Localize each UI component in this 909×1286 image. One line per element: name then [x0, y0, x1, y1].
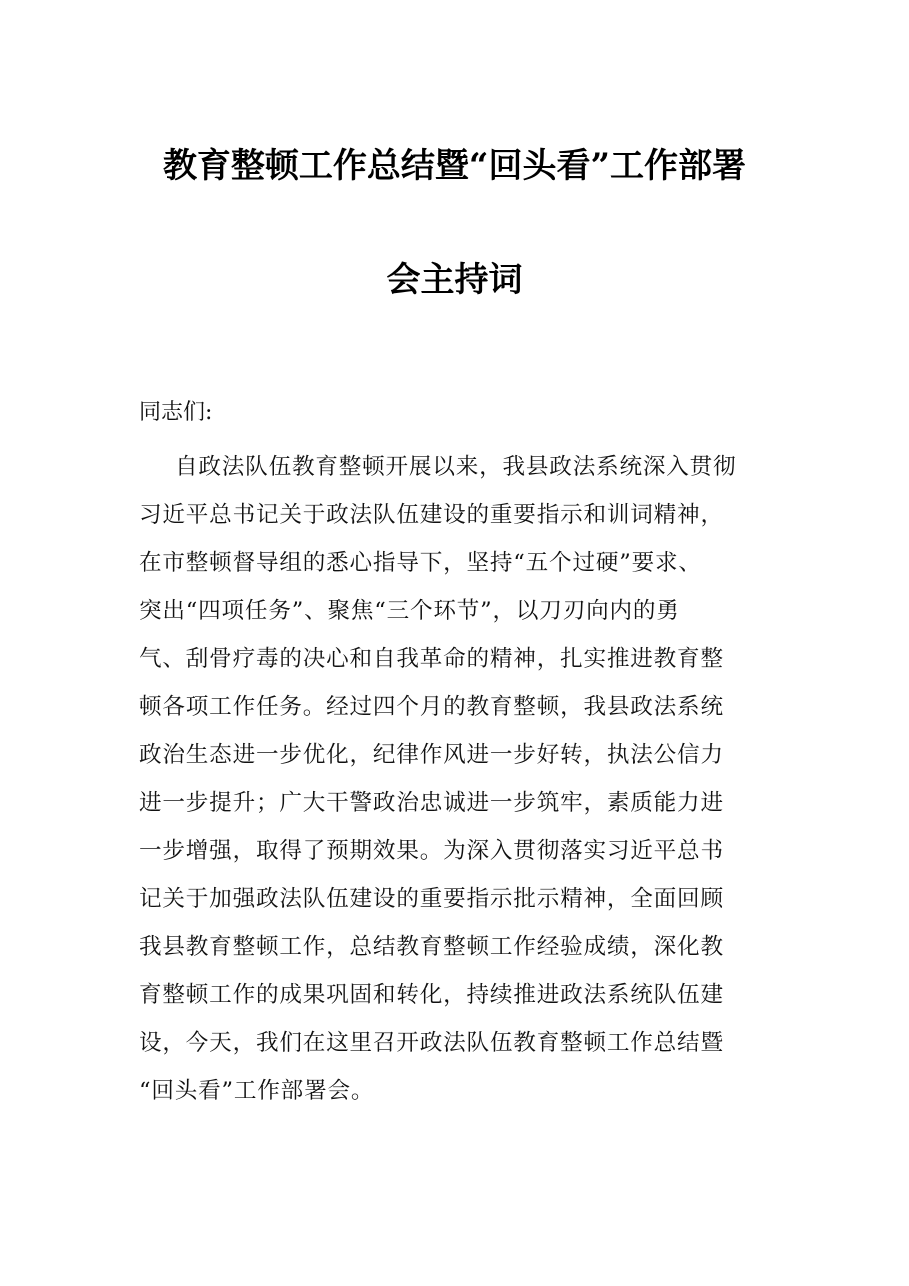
document-title-line-2: 会主持词	[386, 260, 523, 300]
paragraph-line: 突出“四项任务”、聚焦“三个环节”，以刀刃向内的勇	[139, 598, 680, 624]
salutation: 同志们:	[139, 400, 213, 425]
paragraph-line: “回头看”工作部署会。	[139, 1078, 375, 1104]
paragraph-line: 习近平总书记关于政法队伍建设的重要指示和训词精神，	[139, 502, 724, 528]
paragraph-line: 顿各项工作任务。经过四个月的教育整顿，我县政法系统	[139, 694, 724, 720]
document-title-line-1: 教育整顿工作总结暨“回头看”工作部署	[162, 146, 747, 186]
paragraph-line: 政治生态进一步优化，纪律作风进一步好转，执法公信力	[139, 742, 724, 768]
paragraph-line: 设，今天，我们在这里召开政法队伍教育整顿工作总结暨	[139, 1030, 724, 1056]
paragraph-line: 育整顿工作的成果巩固和转化，持续推进政法系统队伍建	[139, 982, 724, 1008]
paragraph-line: 气、刮骨疗毒的决心和自我革命的精神，扎实推进教育整	[139, 646, 724, 672]
body-paragraph	[139, 452, 779, 1124]
paragraph-line: 进一步提升；广大干警政治忠诚进一步筑牢，素质能力进	[139, 790, 724, 816]
paragraph-line: 一步增强，取得了预期效果。为深入贯彻落实习近平总书	[139, 838, 724, 864]
paragraph-line: 在市整顿督导组的悉心指导下，坚持“五个过硬”要求、	[139, 550, 702, 576]
paragraph-line: 我县教育整顿工作，总结教育整顿工作经验成绩，深化教	[139, 934, 724, 960]
paragraph-line: 记关于加强政法队伍建设的重要指示批示精神，全面回顾	[139, 886, 724, 912]
paragraph-line: 自政法队伍教育整顿开展以来，我县政法系统深入贯彻	[175, 454, 737, 480]
